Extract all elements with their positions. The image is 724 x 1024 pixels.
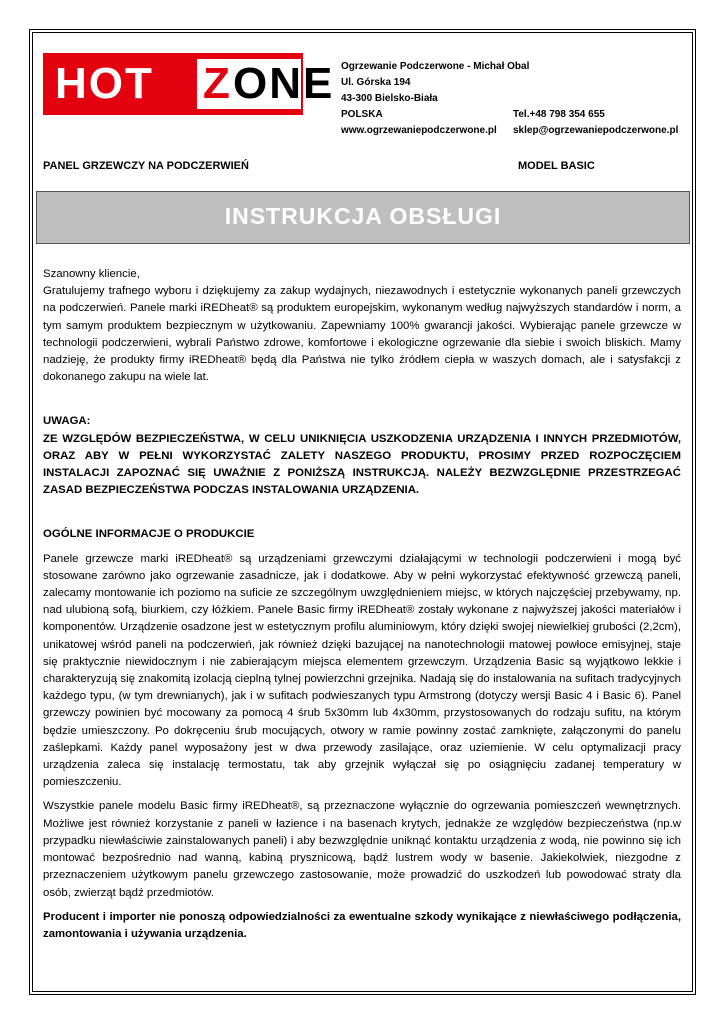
- product-line: [43, 160, 603, 172]
- document-title: INSTRUKCJA OBSŁUGI: [224, 203, 502, 229]
- product-model: MODEL BASIC: [518, 160, 595, 172]
- general-heading: OGÓLNE INFORMACJE O PRODUKCIE: [43, 528, 255, 541]
- hot-zone-logo: [43, 53, 335, 115]
- product-type: PANEL GRZEWCZY NA PODCZERWIEŃ: [43, 160, 249, 172]
- intro-body: Gratulujemy trafnego wyboru i dziękujemy za zakup wydajnych, niezawodnych i estetycznie wykonanych paneli grzewczych na podczerwień. Panele marki iREDheat® są produktem europejskim, wykonanym według najwyższych standardów i norm, a tym samym produktem bezpiecznym w użytkowaniu. Zapewniamy 100% gwarancji jakości. Wybierając panele grzewcze w technologii podczerwieni, wybrali Państwo zdrowe, komfortowe i ekologiczne ogrzewanie dla siebie i swoich bliskich. Mamy nadzieję, że produkty firmy iREDheat® będą dla Państwa nie tylko źródłem ciepła w waszych domach, ale i satysfakcji z dokonanego zakupu na wiele lat.: [43, 285, 681, 384]
- company-website: www.ogrzewaniepodczerwone.pl: [341, 125, 497, 136]
- company-name: Ogrzewanie Podczerwone - Michał Obal: [341, 61, 530, 72]
- intro-greeting: Szanowny kliencie,: [43, 268, 140, 280]
- disclaimer: Producent i importer nie ponoszą odpowiedzialności za ewentualne szkody wynikające z niewłaściwego podłączenia, zamontowania i używania urządzenia.: [43, 910, 681, 940]
- logo-one-text: ONE: [233, 59, 335, 108]
- company-street: Ul. Górska 194: [341, 77, 411, 88]
- warning-body: ZE WZGLĘDÓW BEZPIECZEŃSTWA, W CELU UNIKNIĘCIA USZKODZENIA URZĄDZENIA I INNYCH PRZEDMIOTÓW, ORAZ ABY W PEŁNI WYKORZYSTAĆ ZALETY NASZEGO PRODUKTU, PROSIMY PRZED ROZPOCZĘCIEM INSTALACJI ZAPOZNAĆ SIĘ UWAŻNIE Z PONIŻSZĄ INSTRUKCJĄ. NALEŻY BEZWZGLĘDNIE PRZESTRZEGAĆ ZASAD BEZPIECZEŃSTWA PODCZAS INSTALOWANIA URZĄDZENIA.: [43, 432, 681, 497]
- document-content: [43, 266, 681, 943]
- logo-hot-text: HOT: [55, 59, 154, 108]
- company-email: sklep@ogrzewaniepodczerwone.pl: [513, 125, 679, 136]
- logo-z-letter: Z: [203, 59, 230, 108]
- company-phone: Tel.+48 798 354 655: [513, 109, 605, 120]
- title-bar: [36, 191, 690, 244]
- company-info: [341, 59, 678, 139]
- general-paragraph-1: Panele grzewcze marki iREDheat® są urządzeniami grzewczymi działającymi w technologii podczerwieni i mogą być stosowane zarówno jako ogrzewanie zasadnicze, jak i dodatkowe. Aby w pełni wykorzystać efektywność grzewczą paneli, zalecamy montowanie ich poziomo na suficie ze szczególnym uwzględnieniem miejsc, w których najczęściej przebywamy, np. nad ulubioną sofą, biurkiem, czy łóżkiem. Panele Basic firmy iREDheat® zostały wykonane z najwyższej jakości materiałów i komponentów. Urządzenie osadzone jest w estetycznym profilu aluminiowym, który dzięki swojej niewielkiej grubości (2,2cm), unikatowej wśród paneli na podczerwień, jak również dzięki bazującej na nanotechnologii matowej powłoce emisyjnej, staje się praktycznie niewidocznym i nie zabierającym miejsca elementem grzewczym. Urządzenia Basic są wyjątkowo lekkie i charakteryzują się znakomitą izolacją cieplną tylnej powierzchni grzejnika. Nadają się do instalowania na sufitach tradycyjnych każdego typu, (w tym drewnianych), jak i w sufitach podwieszanych typu Armstrong (dotyczy wersji Basic 4 i Basic 6). Panel grzewczy powinien być mocowany za pomocą 4 śrub 5x30mm lub 4x30mm, przystosowanych do rodzaju sufitu, na którym będzie umieszczony. Po dokręceniu śrub mocujących, otwory w ramie powinny zostać zamknięte, załączonymi do panelu zaślepkami. Każdy panel wyposażony jest w dwa przewody zasilające, oraz uziemienie. W celu optymalizacji pracy urządzenia zaleca się instalację termostatu, tak aby grzejnik wyłączał się po osiągnięciu zadanej temperatury w pomieszczeniu.: [43, 552, 681, 789]
- company-city: 43-300 Bielsko-Biała: [341, 93, 438, 104]
- general-paragraph-2: Wszystkie panele modelu Basic firmy iREDheat®, są przeznaczone wyłącznie do ogrzewania pomieszczeń wewnętrznych. Możliwe jest również korzystanie z paneli w łazience i na basenach krytych, jednakże ze względów bezpieczeństwa (np.w przypadku niewłaściwie zainstalowanych paneli) i aby bezwzględnie uniknąć kontaktu urządzenia z wodą, nie powinno się ich montować bezpośrednio nad wanną, kabiną prysznicową, bądź lustrem wody w basenie. Jakiekolwiek, niezgodne z przeznaczeniem użytkowym panelu grzewczego zastosowanie, może prowadzić do uszkodzeń lub powodować straty dla osób, zwierząt bądź przedmiotów.: [43, 800, 681, 899]
- warning-heading: UWAGA:: [43, 415, 91, 428]
- company-country: POLSKA: [341, 109, 383, 120]
